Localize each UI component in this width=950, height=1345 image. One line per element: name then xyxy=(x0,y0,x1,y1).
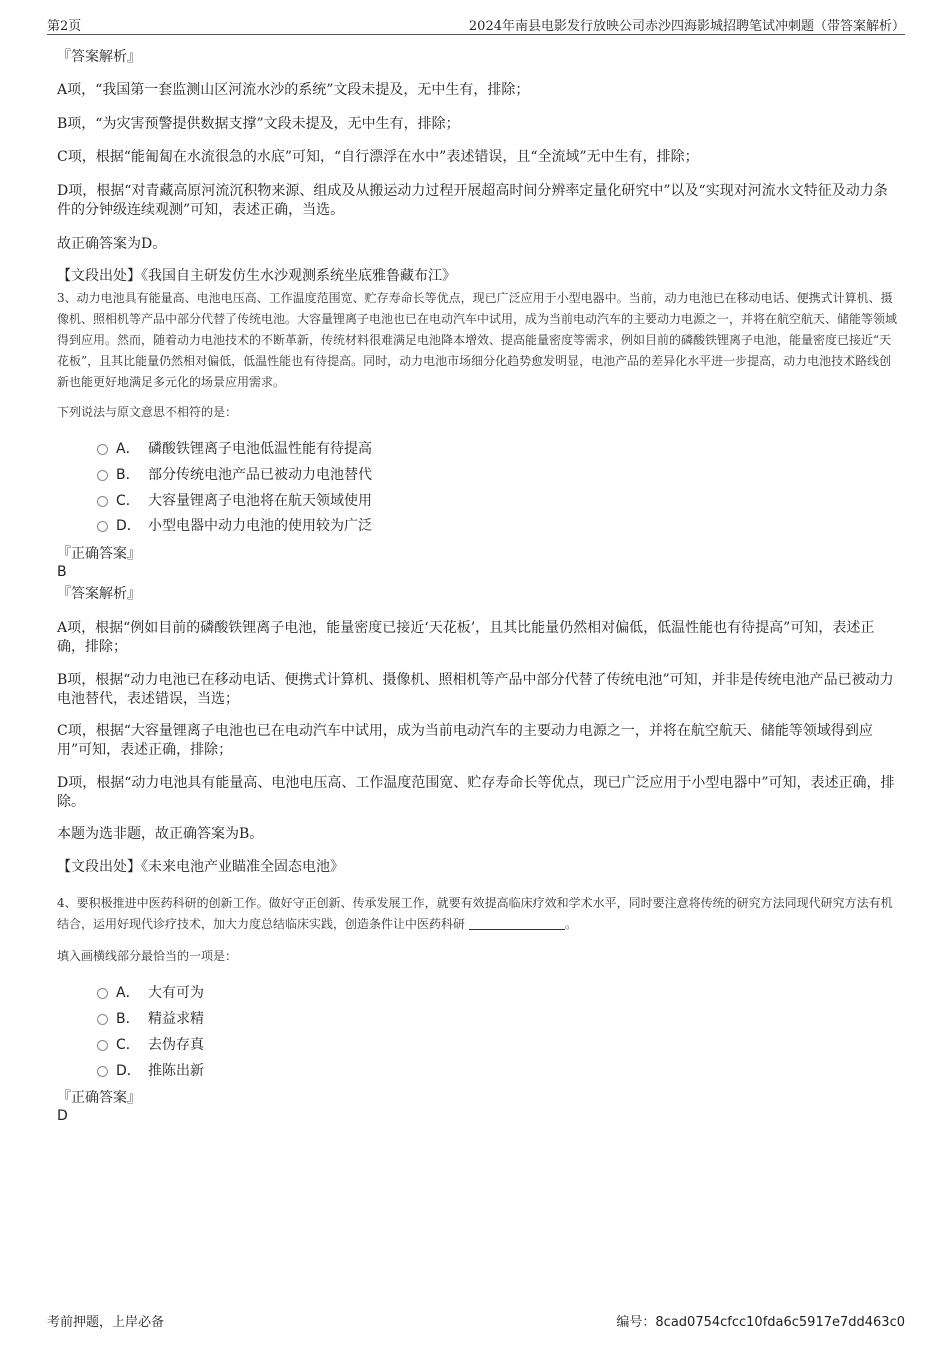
document-title: 2024年南县电影发行放映公司赤沙四海影城招聘笔试冲刺题（带答案解析） xyxy=(468,19,905,34)
q3-prompt: 下列说法与原文意思不相符的是： xyxy=(57,405,238,419)
page-header xyxy=(47,14,905,35)
radio-circle-icon[interactable] xyxy=(97,1014,108,1025)
q2-analysis-label: 『答案解析』 xyxy=(57,49,141,65)
q2-analysis-a: A项，“我国第一套监测山区河流水沙的系统”文段未提及，无中生有，排除； xyxy=(57,82,530,98)
q3-option-a[interactable] xyxy=(97,440,372,458)
document-id-label: 编号： xyxy=(616,1315,656,1330)
option-text: 小型电器中动力电池的使用较为广泛 xyxy=(148,518,372,534)
q4-option-d[interactable] xyxy=(97,1062,204,1080)
radio-circle-icon[interactable] xyxy=(97,1040,108,1051)
option-letter: C． xyxy=(116,1037,140,1053)
q2-conclusion: 故正确答案为D。 xyxy=(57,236,167,252)
option-letter: A． xyxy=(116,985,140,1001)
q2-analysis-b: B项，“为灾害预警提供数据支撑”文段未提及，无中生有，排除； xyxy=(57,116,460,132)
q4-prompt: 填入画横线部分最恰当的一项是： xyxy=(57,949,238,963)
option-text: 推陈出新 xyxy=(148,1063,204,1079)
option-text: 大容量锂离子电池将在航天领域使用 xyxy=(148,493,372,509)
footer-slogan: 考前押题，上岸必备 xyxy=(47,1315,165,1330)
radio-circle-icon[interactable] xyxy=(97,444,108,455)
q3-analysis-label: 『答案解析』 xyxy=(57,586,141,602)
document-id xyxy=(616,1311,905,1330)
document-id-value: 8cad0754cfcc10fda6c5917e7dd463c0 xyxy=(655,1315,905,1330)
option-letter: B． xyxy=(116,467,140,483)
q3-conclusion: 本题为选非题，故正确答案为B。 xyxy=(57,826,264,842)
q4-option-a[interactable] xyxy=(97,984,204,1002)
radio-circle-icon[interactable] xyxy=(97,496,108,507)
q3-option-d[interactable] xyxy=(97,517,372,535)
radio-circle-icon[interactable] xyxy=(97,470,108,481)
q4-option-c[interactable] xyxy=(97,1036,204,1054)
q2-source: 【文段出处】《我国自主研发仿生水沙观测系统坐底雅鲁藏布江》 xyxy=(57,268,456,284)
option-letter: C． xyxy=(116,493,140,509)
page-number: 第2页 xyxy=(47,19,82,34)
option-letter: B． xyxy=(116,1011,140,1027)
q3-answer: B xyxy=(57,564,67,580)
q4-option-b[interactable] xyxy=(97,1010,204,1028)
q3-analysis-a: A项，根据“例如目前的磷酸铁锂离子电池，能量密度已接近‘天花板’，且其比能量仍然相对偏低，低温性能也有待提高”可知，表述正确，排除； xyxy=(57,620,875,655)
option-text: 去伪存真 xyxy=(148,1037,204,1053)
q3-passage: 3、动力电池具有能量高、电池电压高、工作温度范围宽、贮存寿命长等优点，现已广泛应用于小型电器中。当前，动力电池已在移动电话、便携式计算机、摄像机、照相机等产品中部分代替了传统电池。大容量锂离子电池也已在电动汽车中试用，成为当前电动汽车的主要动力电源之一，并将在航空航天、储能等领域得到应用。然而，随着动力电池技术的不断革新，传统材料很难满足电池降本增效、提高能量密度等需求，例如目前的磷酸铁锂离子电池，能量密度已接近“天花板”，且其比能量仍然相对偏低，低温性能也有待提高。同时，动力电池市场细分化趋势愈发明显，电池产品的差异化水平进一步提高，动力电池技术路线创新也能更好地满足多元化的场景应用需求。 xyxy=(57,291,898,389)
q3-analysis-c: C项，根据“大容量锂离子电池也已在电动汽车中试用，成为当前电动汽车的主要动力电源之一，并将在航空航天、储能等领域得到应用”可知，表述正确，排除； xyxy=(57,723,873,758)
q3-option-c[interactable] xyxy=(97,492,372,510)
radio-circle-icon[interactable] xyxy=(97,988,108,999)
option-text: 精益求精 xyxy=(148,1011,204,1027)
q3-analysis-b: B项，根据“动力电池已在移动电话、便携式计算机、摄像机、照相机等产品中部分代替了传统电池”可知，并非是传统电池产品已被动力电池替代，表述错误，当选； xyxy=(57,672,894,707)
radio-circle-icon[interactable] xyxy=(97,1066,108,1077)
radio-circle-icon[interactable] xyxy=(97,521,108,532)
q2-analysis-c: C项，根据“能匍匐在水流很急的水底”可知，“自行漂浮在水中”表述错误，且“全流域”无中生有，排除； xyxy=(57,149,699,165)
option-letter: D． xyxy=(116,1063,141,1079)
fill-in-blank xyxy=(469,917,565,930)
q4-answer: D xyxy=(57,1108,68,1124)
q4-answer-label: 『正确答案』 xyxy=(57,1090,141,1106)
q3-option-b[interactable] xyxy=(97,466,372,484)
option-text: 部分传统电池产品已被动力电池替代 xyxy=(148,467,372,483)
q4-passage-text: 4、要积极推进中医药科研的创新工作。做好守正创新、传承发展工作，就要有效提高临床疗效和学术水平，同时要注意将传统的研究方法同现代研究方法有机结合，运用好现代诊疗技术，加大力度总结临床实践，创造条件让中医药科研 xyxy=(57,896,893,931)
q3-analysis-d: D项，根据“动力电池具有能量高、电池电压高、工作温度范围宽、贮存寿命长等优点，现已广泛应用于小型电器中”可知，表述正确，排除。 xyxy=(57,775,895,810)
option-letter: A． xyxy=(116,441,140,457)
page-footer xyxy=(47,1311,905,1331)
q4-passage-end: 。 xyxy=(565,917,578,931)
q4-passage xyxy=(57,893,899,935)
option-letter: D． xyxy=(116,518,141,534)
q3-source: 【文段出处】《未来电池产业瞄准全固态电池》 xyxy=(57,859,344,875)
q3-answer-label: 『正确答案』 xyxy=(57,546,141,562)
q2-analysis-d: D项，根据“对青藏高原河流沉积物来源、组成及从搬运动力过程开展超高时间分辨率定量化研究中”以及“实现对河流水文特征及动力条件的分钟级连续观测”可知，表述正确，当选。 xyxy=(57,183,888,218)
option-text: 大有可为 xyxy=(148,985,204,1001)
option-text: 磷酸铁锂离子电池低温性能有待提高 xyxy=(148,441,372,457)
